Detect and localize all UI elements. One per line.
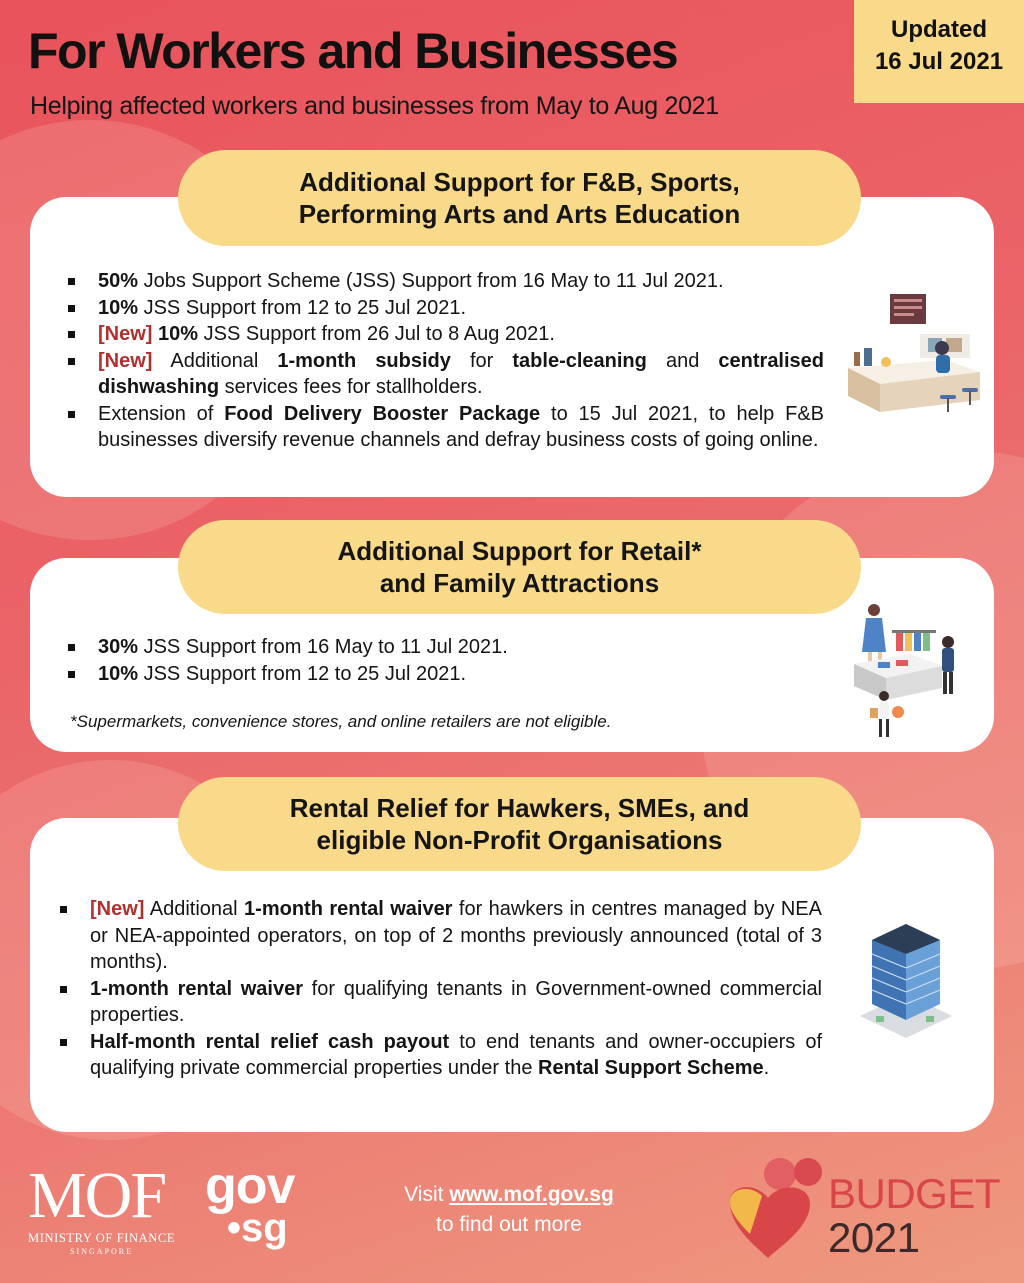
- updated-date: 16 Jul 2021: [874, 48, 1004, 75]
- section-title: [178, 777, 861, 871]
- mof-logo-country: SINGAPORE: [70, 1247, 133, 1256]
- list-item: 1-month rental waiver for qualifying tenants in Government-owned commercial properties.: [58, 976, 822, 1029]
- list-item: [New] 10% JSS Support from 26 Jul to 8 Aug 2021.: [66, 321, 824, 348]
- budget-logo-word: BUDGET: [828, 1170, 1001, 1217]
- mof-logo: [28, 1159, 176, 1256]
- section-title-line: and Family Attractions: [379, 568, 660, 598]
- cafe-counter-illustration: [846, 290, 982, 440]
- updated-badge: [854, 0, 1024, 103]
- visit-suffix: to find out more: [436, 1213, 582, 1236]
- budget-heart-icon: [720, 1152, 824, 1262]
- list-item: [New] Additional 1-month subsidy for table-cleaning and centralised dishwashing services fees for stallholders.: [66, 348, 824, 401]
- mof-logo-name: MINISTRY OF FINANCE: [28, 1231, 176, 1245]
- updated-label: Updated: [891, 16, 987, 43]
- list-item: 50% Jobs Support Scheme (JSS) Support from 16 May to 11 Jul 2021.: [66, 268, 824, 295]
- list-item: 10% JSS Support from 12 to 25 Jul 2021.: [66, 295, 824, 322]
- section-title: [178, 150, 861, 246]
- list-item: 10% JSS Support from 12 to 25 Jul 2021.: [66, 661, 806, 688]
- govsg-logo-line: •sg: [227, 1206, 288, 1250]
- office-building-illustration: [856, 920, 956, 1058]
- section-title-line: Performing Arts and Arts Education: [298, 199, 741, 229]
- section-title-line: eligible Non-Profit Organisations: [316, 825, 723, 855]
- section-title: [178, 520, 861, 614]
- retail-shoppers-illustration: [848, 600, 974, 742]
- visit-message: [370, 1180, 648, 1240]
- bullet-list: [66, 268, 824, 454]
- page-subtitle: Helping affected workers and businesses from May to Aug 2021: [30, 92, 719, 120]
- bullet-list: [66, 634, 806, 687]
- list-item: Half-month rental relief cash payout to end tenants and owner-occupiers of qualifying private commercial properties under the Rental Support Scheme.: [58, 1029, 822, 1082]
- section-title-line: Rental Relief for Hawkers, SMEs, and: [289, 793, 750, 823]
- visit-prefix: Visit: [404, 1183, 450, 1206]
- list-item: Extension of Food Delivery Booster Package to 15 Jul 2021, to help F&B businesses diversify revenue channels and defray business costs of going online.: [66, 401, 824, 454]
- new-tag: [New]: [98, 349, 153, 372]
- mof-logo-letters: MOF: [28, 1159, 166, 1232]
- section-title-line: Additional Support for F&B, Sports,: [299, 167, 740, 197]
- govsg-logo: [205, 1157, 295, 1250]
- new-tag: [New]: [90, 898, 145, 920]
- new-tag: [New]: [98, 323, 153, 345]
- section-title-line: Additional Support for Retail*: [337, 536, 702, 566]
- page-title: For Workers and Businesses: [28, 23, 678, 79]
- mof-website-link[interactable]: www.mof.gov.sg: [449, 1183, 614, 1206]
- list-item: 30% JSS Support from 16 May to 11 Jul 2021.: [66, 634, 806, 661]
- footnote: *Supermarkets, convenience stores, and online retailers are not eligible.: [70, 712, 612, 731]
- bullet-list: [58, 896, 822, 1082]
- govsg-logo-line: gov: [205, 1157, 295, 1215]
- list-item: [New] Additional 1-month rental waiver for hawkers in centres managed by NEA or NEA-appointed operators, on top of 2 months previously announced (total of 3 months).: [58, 896, 822, 976]
- budget-logo-year: 2021: [828, 1214, 920, 1261]
